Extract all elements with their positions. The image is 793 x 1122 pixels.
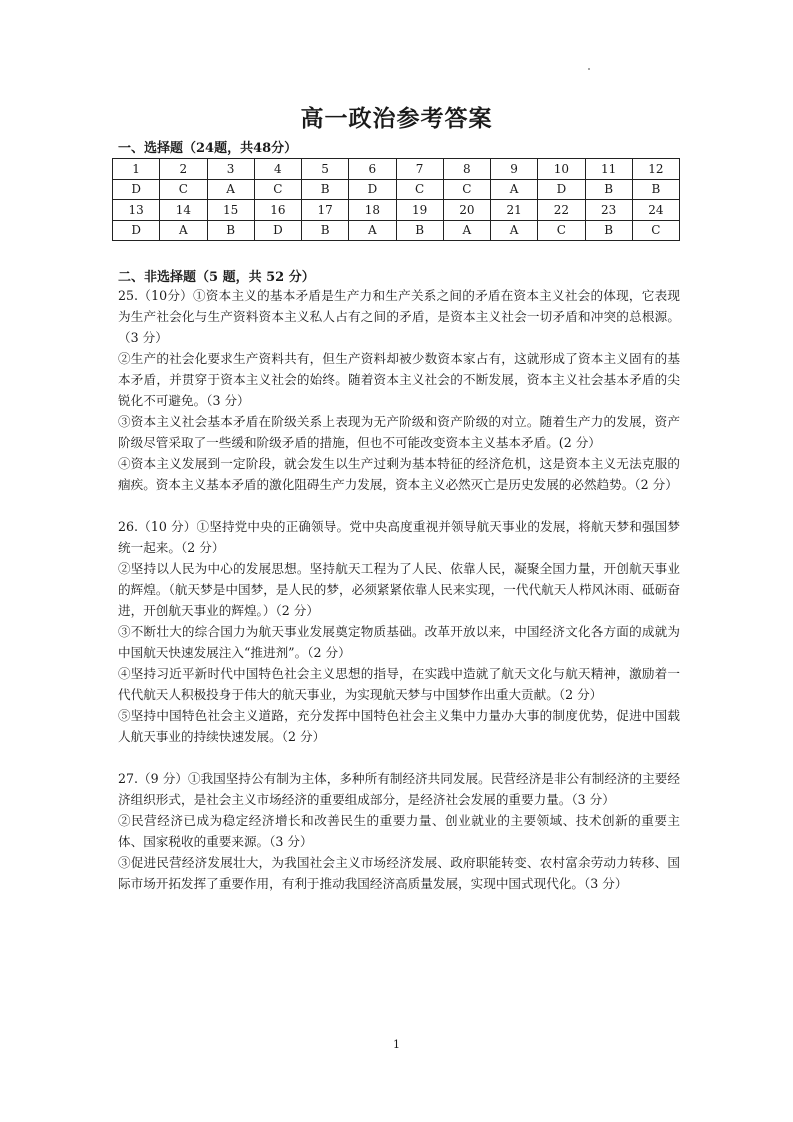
answer-cell: C [160, 179, 207, 200]
answer-cell: B [302, 179, 349, 200]
question-number-cell: 9 [491, 159, 538, 180]
question-number-cell: 3 [207, 159, 254, 180]
question-number-cell: 21 [491, 200, 538, 221]
q26-part2: ②坚持以人民为中心的发展思想。坚持航天工程为了人民、依靠人民，凝聚全国力量，开创航天事业的辉煌。（航天梦是中国梦，是人民的梦，必须紧紧依靠人民来实现，一代代航天人栉风沐雨、砥砺奋进，开创航天事业的辉煌。）（2 分） [118, 561, 680, 618]
q27-part2: ②民营经济已成为稳定经济增长和改善民生的重要力量、创业就业的主要领域、技术创新的重要主体、国家税收的重要来源。（3 分） [118, 813, 680, 849]
question-number-cell: 7 [396, 159, 443, 180]
q25-part2: ②生产的社会化要求生产资料共有，但生产资料却被少数资本家占有，这就形成了资本主义固有的基本矛盾，并贯穿于资本主义社会的始终。随着资本主义社会的不断发展，资本主义社会基本矛盾的尖锐化不可避免。（3 分） [118, 351, 680, 408]
answer-cell: B [585, 179, 632, 200]
question-number-cell: 14 [160, 200, 207, 221]
answer-row [113, 220, 680, 241]
question-number-cell: 8 [443, 159, 490, 180]
answer-table [112, 158, 680, 241]
question-number-cell: 15 [207, 200, 254, 221]
question-number-cell: 13 [113, 200, 160, 221]
q26-part5: ⑤坚持中国特色社会主义道路，充分发挥中国特色社会主义集中力量办大事的制度优势，促进中国载人航天事业的持续快速发展。（2 分） [118, 708, 680, 744]
question-number-cell: 2 [160, 159, 207, 180]
question-number-cell: 18 [349, 200, 396, 221]
q27-part1: 27.（9 分）①我国坚持公有制为主体，多种所有制经济共同发展。民营经济是非公有制经济的主要经济组织形式，是社会主义市场经济的重要组成部分，是经济社会发展的重要力量。（3 分） [118, 771, 680, 807]
question-number-cell: 19 [396, 200, 443, 221]
answer-cell: C [632, 220, 679, 241]
question-number-cell: 5 [302, 159, 349, 180]
question-number-cell: 16 [254, 200, 301, 221]
q25-part3: ③资本主义社会基本矛盾在阶级关系上表现为无产阶级和资产阶级的对立。随着生产力的发展，资产阶级尽管采取了一些缓和阶级矛盾的措施，但也不可能改变资本主义基本矛盾。(2 分） [118, 414, 680, 450]
question-number-cell: 24 [632, 200, 679, 221]
question-number-cell: 4 [254, 159, 301, 180]
answer-cell: A [207, 179, 254, 200]
answer-cell: C [538, 220, 585, 241]
answer-cell: B [585, 220, 632, 241]
q25-part1: 25.（10分）①资本主义的基本矛盾是生产力和生产关系之间的矛盾在资本主义社会的体现，它表现为生产社会化与生产资料资本主义私人占有之间的矛盾，是资本主义社会一切矛盾和冲突的总根源。（3 分） [118, 288, 680, 345]
spacer [118, 747, 680, 768]
scan-speck [588, 68, 590, 70]
question-number-row [113, 200, 680, 221]
answer-cell: A [491, 179, 538, 200]
question-number-cell: 23 [585, 200, 632, 221]
q26-part3: ③不断壮大的综合国力为航天事业发展奠定物质基础。改革开放以来，中国经济文化各方面的成就为中国航天快速发展注入“推进剂”。（2 分） [118, 624, 680, 660]
answer-cell: C [396, 179, 443, 200]
answer-cell: B [632, 179, 679, 200]
question-number-cell: 22 [538, 200, 585, 221]
answer-cell: B [396, 220, 443, 241]
answer-cell: C [443, 179, 490, 200]
section2-heading: 二、非选择题（5 题，共 52 分） [118, 270, 315, 285]
question-number-cell: 12 [632, 159, 679, 180]
section1-heading: 一、选择题（24题，共48分） [118, 141, 298, 156]
answer-cell: C [254, 179, 301, 200]
page-title: 高一政治参考答案 [300, 105, 493, 132]
answer-cell: B [302, 220, 349, 241]
question-number-cell: 1 [113, 159, 160, 180]
answer-cell: D [538, 179, 585, 200]
question-number-cell: 10 [538, 159, 585, 180]
answer-cell: A [491, 220, 538, 241]
answers-body [118, 285, 680, 894]
spacer [118, 495, 680, 516]
answer-cell: D [254, 220, 301, 241]
answer-cell: D [113, 220, 160, 241]
answer-row [113, 179, 680, 200]
answer-cell: D [349, 179, 396, 200]
answer-cell: D [113, 179, 160, 200]
question-number-cell: 6 [349, 159, 396, 180]
answer-cell: A [349, 220, 396, 241]
answer-cell: A [160, 220, 207, 241]
answer-cell: B [207, 220, 254, 241]
question-number-cell: 11 [585, 159, 632, 180]
page-number: 1 [393, 1038, 400, 1051]
question-number-cell: 20 [443, 200, 490, 221]
q26-part1: 26.（10 分）①坚持党中央的正确领导。党中央高度重视并领导航天事业的发展，将航天梦和强国梦统一起来。（2 分） [118, 519, 680, 555]
q27-part3: ③促进民营经济发展壮大，为我国社会主义市场经济发展、政府职能转变、农村富余劳动力转移、国际市场开拓发挥了重要作用，有利于推动我国经济高质量发展，实现中国式现代化。（3 分） [118, 855, 680, 891]
question-number-row [113, 159, 680, 180]
answer-cell: A [443, 220, 490, 241]
question-number-cell: 17 [302, 200, 349, 221]
q25-part4: ④资本主义发展到一定阶段，就会发生以生产过剩为基本特征的经济危机，这是资本主义无法克服的痼疾。资本主义基本矛盾的激化阻碍生产力发展，资本主义必然灭亡是历史发展的必然趋势。（2 分） [118, 456, 680, 492]
q26-part4: ④坚持习近平新时代中国特色社会主义思想的指导，在实践中造就了航天文化与航天精神，激励着一代代航天人积极投身于伟大的航天事业，为实现航天梦与中国梦作出重大贡献。（2 分） [118, 666, 680, 702]
